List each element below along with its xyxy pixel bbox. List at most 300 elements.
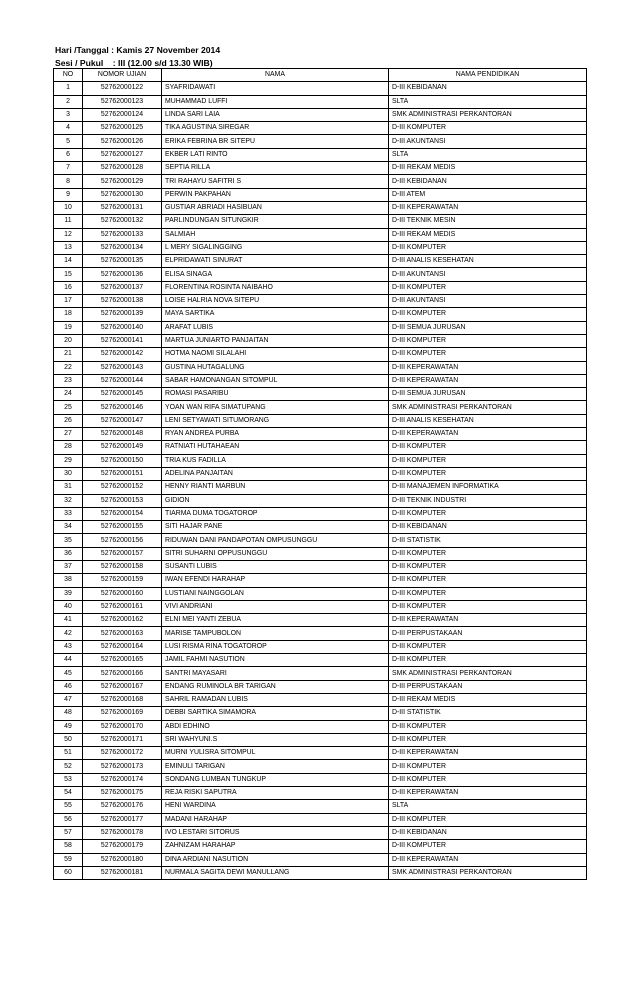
exam-number: 52762000128 <box>83 162 162 175</box>
table-row <box>54 348 587 361</box>
row-number: 24 <box>54 388 83 401</box>
participant-name: RIDUWAN DANI PANDAPOTAN OMPUSUNGGU <box>162 534 389 547</box>
row-number: 53 <box>54 773 83 786</box>
row-number: 12 <box>54 228 83 241</box>
participant-name: FLORENTINA ROSINTA NAIBAHO <box>162 281 389 294</box>
row-number: 20 <box>54 334 83 347</box>
table-row <box>54 108 587 121</box>
table-row <box>54 374 587 387</box>
exam-number: 52762000175 <box>83 787 162 800</box>
participant-name: MARISE TAMPUBOLON <box>162 627 389 640</box>
education-name: D-III KOMPUTER <box>389 348 587 361</box>
table-row <box>54 574 587 587</box>
table-row <box>54 175 587 188</box>
row-number: 3 <box>54 108 83 121</box>
participant-name: GUSTINA HUTAGALUNG <box>162 361 389 374</box>
table-row <box>54 547 587 560</box>
table-row <box>54 401 587 414</box>
exam-number: 52762000173 <box>83 760 162 773</box>
table-row <box>54 428 587 441</box>
exam-number: 52762000165 <box>83 654 162 667</box>
participant-name: PARLINDUNGAN SITUNGKIR <box>162 215 389 228</box>
participant-name: ARAFAT LUBIS <box>162 321 389 334</box>
row-number: 41 <box>54 614 83 627</box>
table-row <box>54 334 587 347</box>
exam-number: 52762000150 <box>83 454 162 467</box>
row-number: 47 <box>54 693 83 706</box>
exam-number: 52762000129 <box>83 175 162 188</box>
table-row <box>54 507 587 520</box>
education-name: D-III KEBIDANAN <box>389 175 587 188</box>
education-name: D-III KOMPUTER <box>389 654 587 667</box>
exam-number: 52762000162 <box>83 614 162 627</box>
exam-number: 52762000151 <box>83 467 162 480</box>
row-number: 23 <box>54 374 83 387</box>
education-name: D-III KOMPUTER <box>389 241 587 254</box>
education-name: D-III KOMPUTER <box>389 334 587 347</box>
participant-name: IVO LESTARI SITORUS <box>162 826 389 839</box>
row-number: 29 <box>54 454 83 467</box>
participant-name: MUHAMMAD LUFFI <box>162 95 389 108</box>
exam-number: 52762000144 <box>83 374 162 387</box>
row-number: 57 <box>54 826 83 839</box>
table-row <box>54 560 587 573</box>
exam-number: 52762000177 <box>83 813 162 826</box>
table-row <box>54 481 587 494</box>
exam-number: 52762000141 <box>83 334 162 347</box>
row-number: 45 <box>54 667 83 680</box>
row-number: 40 <box>54 600 83 613</box>
education-name: D-III KOMPUTER <box>389 467 587 480</box>
participant-name: LUSI RISMA RINA TOGATOROP <box>162 640 389 653</box>
participant-name: ELNI MEI YANTI ZEBUA <box>162 614 389 627</box>
row-number: 28 <box>54 441 83 454</box>
education-name: SMK ADMINISTRASI PERKANTORAN <box>389 866 587 879</box>
exam-number: 52762000145 <box>83 388 162 401</box>
participant-name: LUSTIANI NAINGGOLAN <box>162 587 389 600</box>
row-number: 56 <box>54 813 83 826</box>
education-name: D-III KEPERAWATAN <box>389 747 587 760</box>
row-number: 8 <box>54 175 83 188</box>
exam-number: 52762000159 <box>83 574 162 587</box>
row-number: 31 <box>54 481 83 494</box>
row-number: 49 <box>54 720 83 733</box>
row-number: 34 <box>54 521 83 534</box>
row-number: 30 <box>54 467 83 480</box>
participant-name: VIVI ANDRIANI <box>162 600 389 613</box>
session-header <box>55 44 220 70</box>
education-name: D-III KOMPUTER <box>389 813 587 826</box>
exam-number: 52762000142 <box>83 348 162 361</box>
education-name: D-III KEBIDANAN <box>389 521 587 534</box>
exam-number: 52762000164 <box>83 640 162 653</box>
education-name: SMK ADMINISTRASI PERKANTORAN <box>389 667 587 680</box>
exam-number: 52762000153 <box>83 494 162 507</box>
exam-number: 52762000123 <box>83 95 162 108</box>
participant-name: HENNY RIANTI MARBUN <box>162 481 389 494</box>
table-row <box>54 122 587 135</box>
education-name: D-III KOMPUTER <box>389 507 587 520</box>
education-name: D-III KEPERAWATAN <box>389 361 587 374</box>
participant-name: ZAHNIZAM HARAHAP <box>162 840 389 853</box>
participant-name: EMINULI TARIGAN <box>162 760 389 773</box>
education-name: D-III STATISTIK <box>389 707 587 720</box>
row-number: 7 <box>54 162 83 175</box>
table-row <box>54 388 587 401</box>
participant-name: DINA ARDIANI NASUTION <box>162 853 389 866</box>
education-name: D-III KOMPUTER <box>389 122 587 135</box>
education-name: D-III KEBIDANAN <box>389 82 587 95</box>
exam-number: 52762000122 <box>83 82 162 95</box>
education-name: D-III KOMPUTER <box>389 600 587 613</box>
exam-number: 52762000163 <box>83 627 162 640</box>
table-row <box>54 494 587 507</box>
exam-number: 52762000172 <box>83 747 162 760</box>
education-name: D-III KOMPUTER <box>389 720 587 733</box>
table-row <box>54 600 587 613</box>
session-line: Sesi / Pukul : III (12.00 s/d 13.30 WIB) <box>55 58 213 68</box>
participant-name: JAMIL FAHMI NASUTION <box>162 654 389 667</box>
participant-name: TRI RAHAYU SAFITRI S <box>162 175 389 188</box>
row-number: 22 <box>54 361 83 374</box>
table-row <box>54 787 587 800</box>
table-row <box>54 614 587 627</box>
exam-number: 52762000140 <box>83 321 162 334</box>
education-name: D-III REKAM MEDIS <box>389 693 587 706</box>
exam-number: 52762000130 <box>83 188 162 201</box>
education-name: D-III ANALIS KESEHATAN <box>389 414 587 427</box>
participant-name: TIKA AGUSTINA SIREGAR <box>162 122 389 135</box>
exam-number: 52762000135 <box>83 255 162 268</box>
participant-name: PERWIN PAKPAHAN <box>162 188 389 201</box>
table-row <box>54 840 587 853</box>
row-number: 2 <box>54 95 83 108</box>
exam-number: 52762000125 <box>83 122 162 135</box>
participant-name: ELPRIDAWATI SINURAT <box>162 255 389 268</box>
education-name: D-III KOMPUTER <box>389 587 587 600</box>
table-row <box>54 654 587 667</box>
exam-number: 52762000160 <box>83 587 162 600</box>
row-number: 44 <box>54 654 83 667</box>
exam-number: 52762000149 <box>83 441 162 454</box>
education-name: D-III KEPERAWATAN <box>389 428 587 441</box>
education-name: D-III KEPERAWATAN <box>389 787 587 800</box>
row-number: 10 <box>54 201 83 214</box>
education-name: D-III KOMPUTER <box>389 547 587 560</box>
exam-number: 52762000181 <box>83 866 162 879</box>
education-name: D-III KOMPUTER <box>389 560 587 573</box>
row-number: 43 <box>54 640 83 653</box>
table-row <box>54 627 587 640</box>
education-name: D-III KOMPUTER <box>389 840 587 853</box>
participant-name: SITI HAJAR PANE <box>162 521 389 534</box>
row-number: 19 <box>54 321 83 334</box>
education-name: SMK ADMINISTRASI PERKANTORAN <box>389 401 587 414</box>
table-row <box>54 268 587 281</box>
table-row <box>54 308 587 321</box>
table-row <box>54 720 587 733</box>
row-number: 58 <box>54 840 83 853</box>
education-name: D-III SEMUA JURUSAN <box>389 321 587 334</box>
exam-number: 52762000138 <box>83 295 162 308</box>
row-number: 35 <box>54 534 83 547</box>
table-body <box>54 82 587 880</box>
exam-number: 52762000178 <box>83 826 162 839</box>
table-row <box>54 747 587 760</box>
exam-number: 52762000137 <box>83 281 162 294</box>
participant-name: SITRI SUHARNI OPPUSUNGGU <box>162 547 389 560</box>
row-number: 42 <box>54 627 83 640</box>
exam-number: 52762000152 <box>83 481 162 494</box>
exam-number: 52762000148 <box>83 428 162 441</box>
participant-name: MAYA SARTIKA <box>162 308 389 321</box>
participant-name: ENDANG RUMINOLA BR TARIGAN <box>162 680 389 693</box>
exam-number: 52762000155 <box>83 521 162 534</box>
participant-name: SABAR HAMONANGAN SITOMPUL <box>162 374 389 387</box>
table-row <box>54 800 587 813</box>
education-name: D-III KOMPUTER <box>389 640 587 653</box>
participant-name: IWAN EFENDI HARAHAP <box>162 574 389 587</box>
row-number: 4 <box>54 122 83 135</box>
row-number: 33 <box>54 507 83 520</box>
education-name: D-III TEKNIK INDUSTRI <box>389 494 587 507</box>
participant-name: YOAN WAN RIFA SIMATUPANG <box>162 401 389 414</box>
participant-name: MARTUA JUNIARTO PANJAITAN <box>162 334 389 347</box>
table-row <box>54 773 587 786</box>
exam-number: 52762000180 <box>83 853 162 866</box>
row-number: 59 <box>54 853 83 866</box>
participant-name: SALMIAH <box>162 228 389 241</box>
exam-number: 52762000134 <box>83 241 162 254</box>
education-name: D-III KOMPUTER <box>389 441 587 454</box>
row-number: 26 <box>54 414 83 427</box>
education-name: D-III STATISTIK <box>389 534 587 547</box>
row-number: 14 <box>54 255 83 268</box>
table-row <box>54 135 587 148</box>
exam-number: 52762000174 <box>83 773 162 786</box>
education-name: SLTA <box>389 95 587 108</box>
row-number: 9 <box>54 188 83 201</box>
education-name: D-III REKAM MEDIS <box>389 228 587 241</box>
row-number: 32 <box>54 494 83 507</box>
table-row <box>54 454 587 467</box>
table-row <box>54 201 587 214</box>
table-row <box>54 228 587 241</box>
exam-number: 52762000147 <box>83 414 162 427</box>
row-number: 37 <box>54 560 83 573</box>
education-name: D-III ANALIS KESEHATAN <box>389 255 587 268</box>
education-name: D-III KOMPUTER <box>389 308 587 321</box>
table-row <box>54 693 587 706</box>
participant-name: GUSTIAR ABRIADI HASIBUAN <box>162 201 389 214</box>
exam-number: 52762000166 <box>83 667 162 680</box>
exam-number: 52762000136 <box>83 268 162 281</box>
participant-name: L MERY SIGALINGGING <box>162 241 389 254</box>
table-row <box>54 733 587 746</box>
participant-name: SAHRIL RAMADAN LUBIS <box>162 693 389 706</box>
participant-name: ELISA SINAGA <box>162 268 389 281</box>
education-name: D-III KEPERAWATAN <box>389 853 587 866</box>
participant-name: SANTRI MAYASARI <box>162 667 389 680</box>
participant-name: GIDION <box>162 494 389 507</box>
col-header-exam-number: NOMOR UJIAN <box>83 69 162 82</box>
education-name: D-III KOMPUTER <box>389 733 587 746</box>
participant-name: ROMASI PASARIBU <box>162 388 389 401</box>
participant-name: SEPTIA RILLA <box>162 162 389 175</box>
row-number: 16 <box>54 281 83 294</box>
table-row <box>54 534 587 547</box>
participant-name: DEBBI SARTIKA SIMAMORA <box>162 707 389 720</box>
education-name: D-III KOMPUTER <box>389 760 587 773</box>
exam-number: 52762000127 <box>83 148 162 161</box>
table-row <box>54 188 587 201</box>
row-number: 38 <box>54 574 83 587</box>
date-line: Hari /Tanggal : Kamis 27 November 2014 <box>55 45 221 55</box>
table-row <box>54 521 587 534</box>
education-name: D-III PERPUSTAKAAN <box>389 627 587 640</box>
table-row <box>54 215 587 228</box>
row-number: 55 <box>54 800 83 813</box>
exam-number: 52762000143 <box>83 361 162 374</box>
row-number: 52 <box>54 760 83 773</box>
exam-number: 52762000131 <box>83 201 162 214</box>
row-number: 39 <box>54 587 83 600</box>
col-header-education: NAMA PENDIDIKAN <box>389 69 587 82</box>
education-name: D-III SEMUA JURUSAN <box>389 388 587 401</box>
participant-name: HOTMA NAOMI SILALAHI <box>162 348 389 361</box>
participant-name: LINDA SARI LAIA <box>162 108 389 121</box>
table-row <box>54 82 587 95</box>
row-number: 1 <box>54 82 83 95</box>
table-row <box>54 162 587 175</box>
row-number: 13 <box>54 241 83 254</box>
participant-name: TRIA KUS FADILLA <box>162 454 389 467</box>
participant-name: LOISE HALRIA NOVA SITEPU <box>162 295 389 308</box>
participant-name: SONDANG LUMBAN TUNGKUP <box>162 773 389 786</box>
education-name: D-III KEPERAWATAN <box>389 201 587 214</box>
table-row <box>54 441 587 454</box>
table-row <box>54 707 587 720</box>
row-number: 54 <box>54 787 83 800</box>
table-row <box>54 241 587 254</box>
exam-number: 52762000167 <box>83 680 162 693</box>
table-row <box>54 467 587 480</box>
exam-number: 52762000171 <box>83 733 162 746</box>
table-row <box>54 866 587 879</box>
row-number: 21 <box>54 348 83 361</box>
table-header-row <box>54 69 587 82</box>
education-name: D-III KOMPUTER <box>389 773 587 786</box>
table-row <box>54 321 587 334</box>
row-number: 46 <box>54 680 83 693</box>
table-row <box>54 587 587 600</box>
participant-name: HENI WARDINA <box>162 800 389 813</box>
exam-number: 52762000169 <box>83 707 162 720</box>
education-name: D-III AKUNTANSI <box>389 268 587 281</box>
participant-name: REJA RISKI SAPUTRA <box>162 787 389 800</box>
participant-name: ERIKA FEBRINA BR SITEPU <box>162 135 389 148</box>
education-name: D-III KOMPUTER <box>389 281 587 294</box>
exam-number: 52762000126 <box>83 135 162 148</box>
exam-number: 52762000168 <box>83 693 162 706</box>
participant-name: MADANI HARAHAP <box>162 813 389 826</box>
exam-number: 52762000170 <box>83 720 162 733</box>
table-row <box>54 760 587 773</box>
row-number: 36 <box>54 547 83 560</box>
exam-number: 52762000176 <box>83 800 162 813</box>
row-number: 25 <box>54 401 83 414</box>
participant-name: ADELINA PANJAITAN <box>162 467 389 480</box>
education-name: SMK ADMINISTRASI PERKANTORAN <box>389 108 587 121</box>
education-name: D-III KOMPUTER <box>389 454 587 467</box>
education-name: SLTA <box>389 148 587 161</box>
row-number: 50 <box>54 733 83 746</box>
participant-name: SRI WAHYUNI.S <box>162 733 389 746</box>
table-row <box>54 148 587 161</box>
education-name: D-III MANAJEMEN INFORMATIKA <box>389 481 587 494</box>
education-name: D-III AKUNTANSI <box>389 295 587 308</box>
table-row <box>54 95 587 108</box>
exam-number: 52762000179 <box>83 840 162 853</box>
exam-number: 52762000146 <box>83 401 162 414</box>
participant-name: ABDI EDHINO <box>162 720 389 733</box>
participant-name: LENI SETYAWATI SITUMORANG <box>162 414 389 427</box>
education-name: D-III KEBIDANAN <box>389 826 587 839</box>
exam-number: 52762000133 <box>83 228 162 241</box>
row-number: 27 <box>54 428 83 441</box>
table-row <box>54 680 587 693</box>
table-row <box>54 361 587 374</box>
table-row <box>54 826 587 839</box>
table-row <box>54 667 587 680</box>
table-row <box>54 295 587 308</box>
participant-name: RATNIATI HUTAHAEAN <box>162 441 389 454</box>
exam-number: 52762000161 <box>83 600 162 613</box>
participant-name: SUSANTI LUBIS <box>162 560 389 573</box>
exam-number: 52762000132 <box>83 215 162 228</box>
education-name: D-III KEPERAWATAN <box>389 614 587 627</box>
table-row <box>54 853 587 866</box>
row-number: 15 <box>54 268 83 281</box>
table-row <box>54 813 587 826</box>
education-name: D-III KEPERAWATAN <box>389 374 587 387</box>
row-number: 60 <box>54 866 83 879</box>
participant-name: MURNI YULISRA SITOMPUL <box>162 747 389 760</box>
exam-number: 52762000157 <box>83 547 162 560</box>
col-header-no: NO <box>54 69 83 82</box>
exam-number: 52762000139 <box>83 308 162 321</box>
table-row <box>54 640 587 653</box>
education-name: SLTA <box>389 800 587 813</box>
participant-name: TIARMA DUMA TOGATOROP <box>162 507 389 520</box>
participant-name: EKBER LATI RINTO <box>162 148 389 161</box>
row-number: 11 <box>54 215 83 228</box>
row-number: 51 <box>54 747 83 760</box>
table-row <box>54 255 587 268</box>
row-number: 48 <box>54 707 83 720</box>
row-number: 18 <box>54 308 83 321</box>
exam-number: 52762000124 <box>83 108 162 121</box>
exam-number: 52762000154 <box>83 507 162 520</box>
exam-number: 52762000158 <box>83 560 162 573</box>
table-row <box>54 414 587 427</box>
education-name: D-III PERPUSTAKAAN <box>389 680 587 693</box>
exam-number: 52762000156 <box>83 534 162 547</box>
participant-name: RYAN ANDREA PURBA <box>162 428 389 441</box>
row-number: 17 <box>54 295 83 308</box>
education-name: D-III TEKNIK MESIN <box>389 215 587 228</box>
row-number: 5 <box>54 135 83 148</box>
